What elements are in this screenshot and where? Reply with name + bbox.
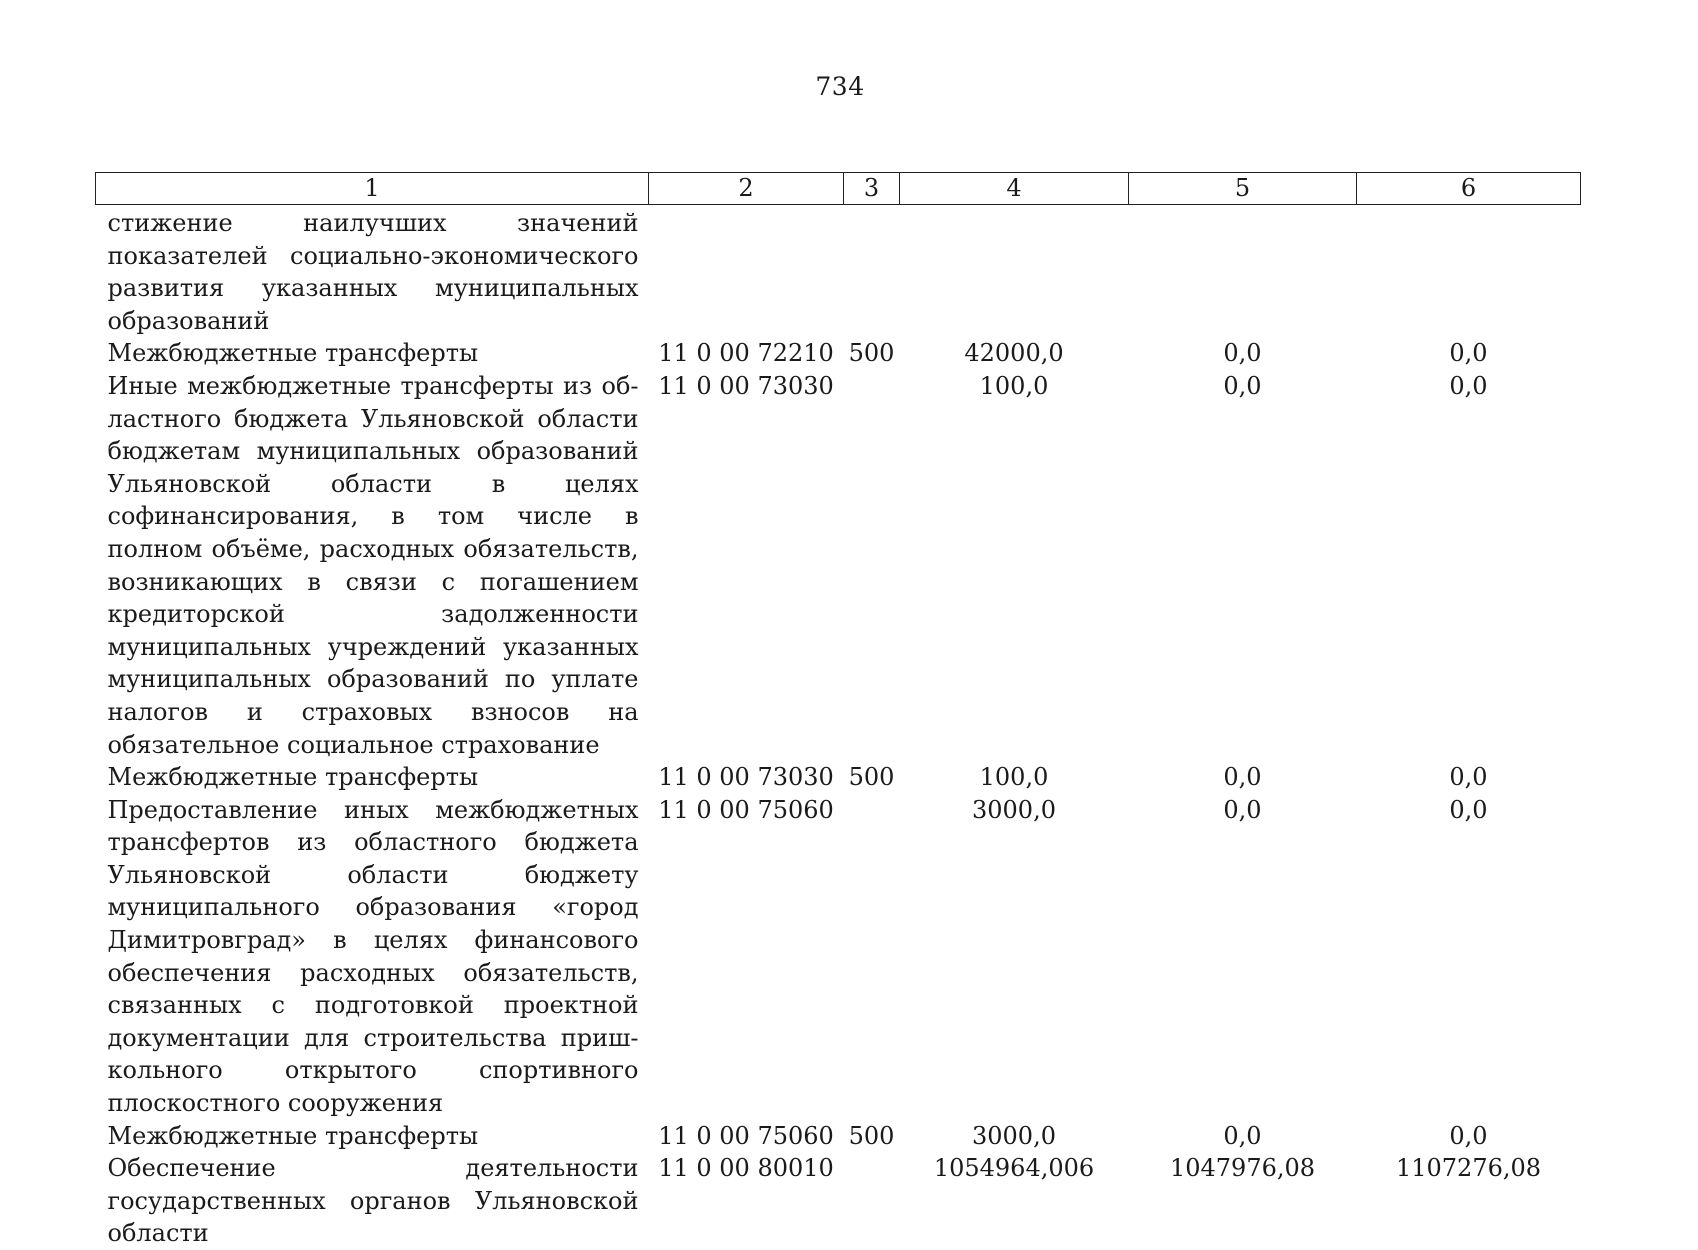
row-code: 11 0 00 75060 bbox=[658, 795, 834, 824]
row-value-4: 100,0 bbox=[979, 763, 1049, 792]
row-value-6: 0,0 bbox=[1449, 1121, 1488, 1150]
table-row bbox=[96, 1120, 1581, 1153]
row-type bbox=[844, 205, 900, 338]
row-value-4: 100,0 bbox=[979, 371, 1049, 400]
row-value-6: 1107276,08 bbox=[1395, 1154, 1542, 1183]
column-header-4: 4 bbox=[900, 173, 1129, 205]
row-description: Предоставление иных межбюджетных трансфертов из областного бюджета Ульяновской области бюджету муниципального образования «город Димитровград» в целях финансового обеспечения расходных обязательств, связанных с подготовкой проектной документации для строительства пришкольного открытого спортивного плоскостного сооружения bbox=[107, 795, 639, 1118]
row-code: 11 0 00 73030 bbox=[658, 763, 834, 792]
row-type: 500 bbox=[848, 763, 895, 792]
row-type bbox=[844, 794, 900, 1120]
row-description: Межбюджетные трансферты bbox=[107, 339, 479, 368]
row-code: 11 0 00 72210 bbox=[658, 339, 834, 368]
row-value-4: 1054964,006 bbox=[933, 1154, 1095, 1183]
column-header-3: 3 bbox=[844, 173, 900, 205]
column-header-1: 1 bbox=[96, 173, 649, 205]
row-type: 500 bbox=[848, 339, 895, 368]
row-code: 11 0 00 80010 bbox=[658, 1154, 834, 1183]
row-value-6: 0,0 bbox=[1449, 763, 1488, 792]
row-code: 11 0 00 73030 bbox=[658, 371, 834, 400]
table-row bbox=[96, 1152, 1581, 1250]
row-value-5: 0,0 bbox=[1223, 763, 1262, 792]
row-value-6 bbox=[1357, 205, 1581, 338]
row-value-5: 0,0 bbox=[1223, 795, 1262, 824]
column-header-2: 2 bbox=[649, 173, 844, 205]
row-value-4: 42000,0 bbox=[964, 339, 1064, 368]
row-value-5: 0,0 bbox=[1223, 1121, 1262, 1150]
row-value-5 bbox=[1129, 205, 1357, 338]
row-value-5: 1047976,08 bbox=[1169, 1154, 1316, 1183]
row-value-6: 0,0 bbox=[1449, 795, 1488, 824]
table-header-row bbox=[96, 173, 1581, 205]
row-description: Межбюджетные трансферты bbox=[107, 763, 479, 792]
column-header-6: 6 bbox=[1357, 173, 1581, 205]
budget-table bbox=[95, 172, 1581, 1250]
row-code: 11 0 00 75060 bbox=[658, 1121, 834, 1150]
row-type bbox=[844, 1152, 900, 1250]
table-row bbox=[96, 337, 1581, 370]
row-description: стижение наилучших значений показателей социально-экономического развития указанных муниципальных образований bbox=[107, 209, 639, 335]
row-value-4: 3000,0 bbox=[972, 795, 1056, 824]
row-description: Межбюджетные трансферты bbox=[107, 1121, 479, 1150]
table-row bbox=[96, 794, 1581, 1120]
row-type: 500 bbox=[848, 1121, 895, 1150]
row-value-6: 0,0 bbox=[1449, 371, 1488, 400]
row-value-5: 0,0 bbox=[1223, 339, 1262, 368]
row-value-4: 3000,0 bbox=[972, 1121, 1056, 1150]
column-header-5: 5 bbox=[1129, 173, 1357, 205]
row-value-6: 0,0 bbox=[1449, 339, 1488, 368]
table-row bbox=[96, 370, 1581, 761]
row-code bbox=[649, 205, 844, 338]
table-row bbox=[96, 761, 1581, 794]
row-value-5: 0,0 bbox=[1223, 371, 1262, 400]
row-type bbox=[844, 370, 900, 761]
page-number: 734 bbox=[815, 72, 865, 101]
row-description: Иные межбюджетные трансферты из областного бюджета Ульяновской области бюджетам муниципальных образований Ульяновской области в целях софинансирования, в том числе в полном объёме, расходных обязательств, возникающих в связи с погашением кредиторской задолженности муниципальных учреждений указанных муниципальных образований по уплате налогов и страховых взносов на обязательное социальное страхование bbox=[107, 371, 639, 759]
row-description: Обеспечение деятельности государственных органов Ульяновской области bbox=[107, 1154, 639, 1248]
table-row bbox=[96, 205, 1581, 338]
row-value-4 bbox=[900, 205, 1129, 338]
